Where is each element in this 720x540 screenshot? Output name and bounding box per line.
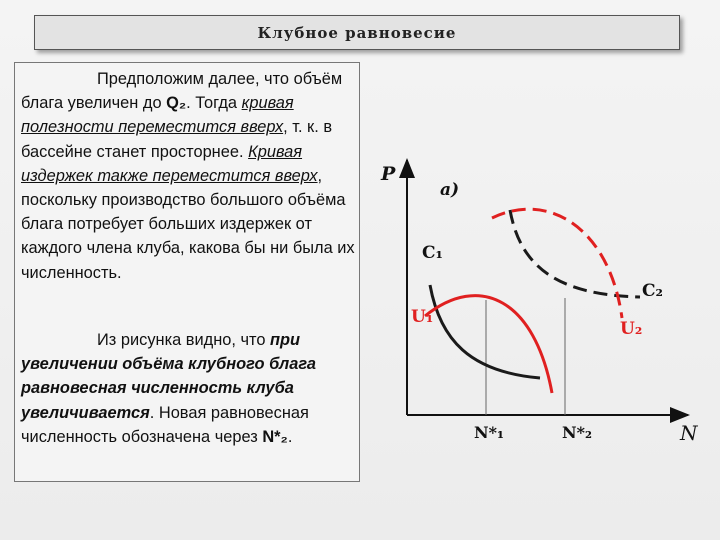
u1-label: U₁	[411, 307, 434, 327]
p1-text-4: , поскольку производство большого объёма блага потребует больших издержек от каждого члена клуба, какова бы ни была их численность.	[21, 166, 355, 282]
y-axis-label: P	[381, 163, 396, 185]
p2-conclusion: при увеличении объёма клубного блага равновесная численность клуба увеличивается	[21, 331, 316, 422]
p2-text-2: . Новая равновесная численность обозначена через	[21, 403, 309, 446]
p2-n2: N*₂	[262, 427, 288, 446]
p1-utility-shift: кривая полезности переместится вверх	[21, 94, 294, 137]
p1-text-2: . Тогда	[186, 94, 242, 113]
n2-tick-label: N*₂	[562, 423, 592, 442]
p1-text-3: , т. к. в бассейне станет просторнее.	[21, 118, 333, 161]
p2-text-3: .	[287, 427, 293, 446]
c1-label: C₁	[422, 243, 443, 263]
cost-curve-c1	[430, 285, 540, 378]
slide-title: Клубное равновесие	[257, 23, 457, 42]
p1-text-1: Предположим далее, что объём блага увеличен до	[21, 70, 343, 113]
utility-curve-u2	[492, 209, 622, 318]
c2-label: C₂	[642, 281, 663, 301]
cost-curve-c2	[510, 210, 640, 297]
x-axis-label: N	[680, 421, 698, 445]
u2-label: U₂	[620, 319, 643, 339]
p1-cost-shift: Кривая издержек также переместится вверх	[21, 142, 318, 185]
p1-quantity: Q₂	[166, 94, 187, 113]
p2-text-1: Из рисунка видно, что	[97, 331, 270, 349]
n1-tick-label: N*₁	[474, 423, 504, 442]
panel-label: а)	[440, 180, 460, 200]
